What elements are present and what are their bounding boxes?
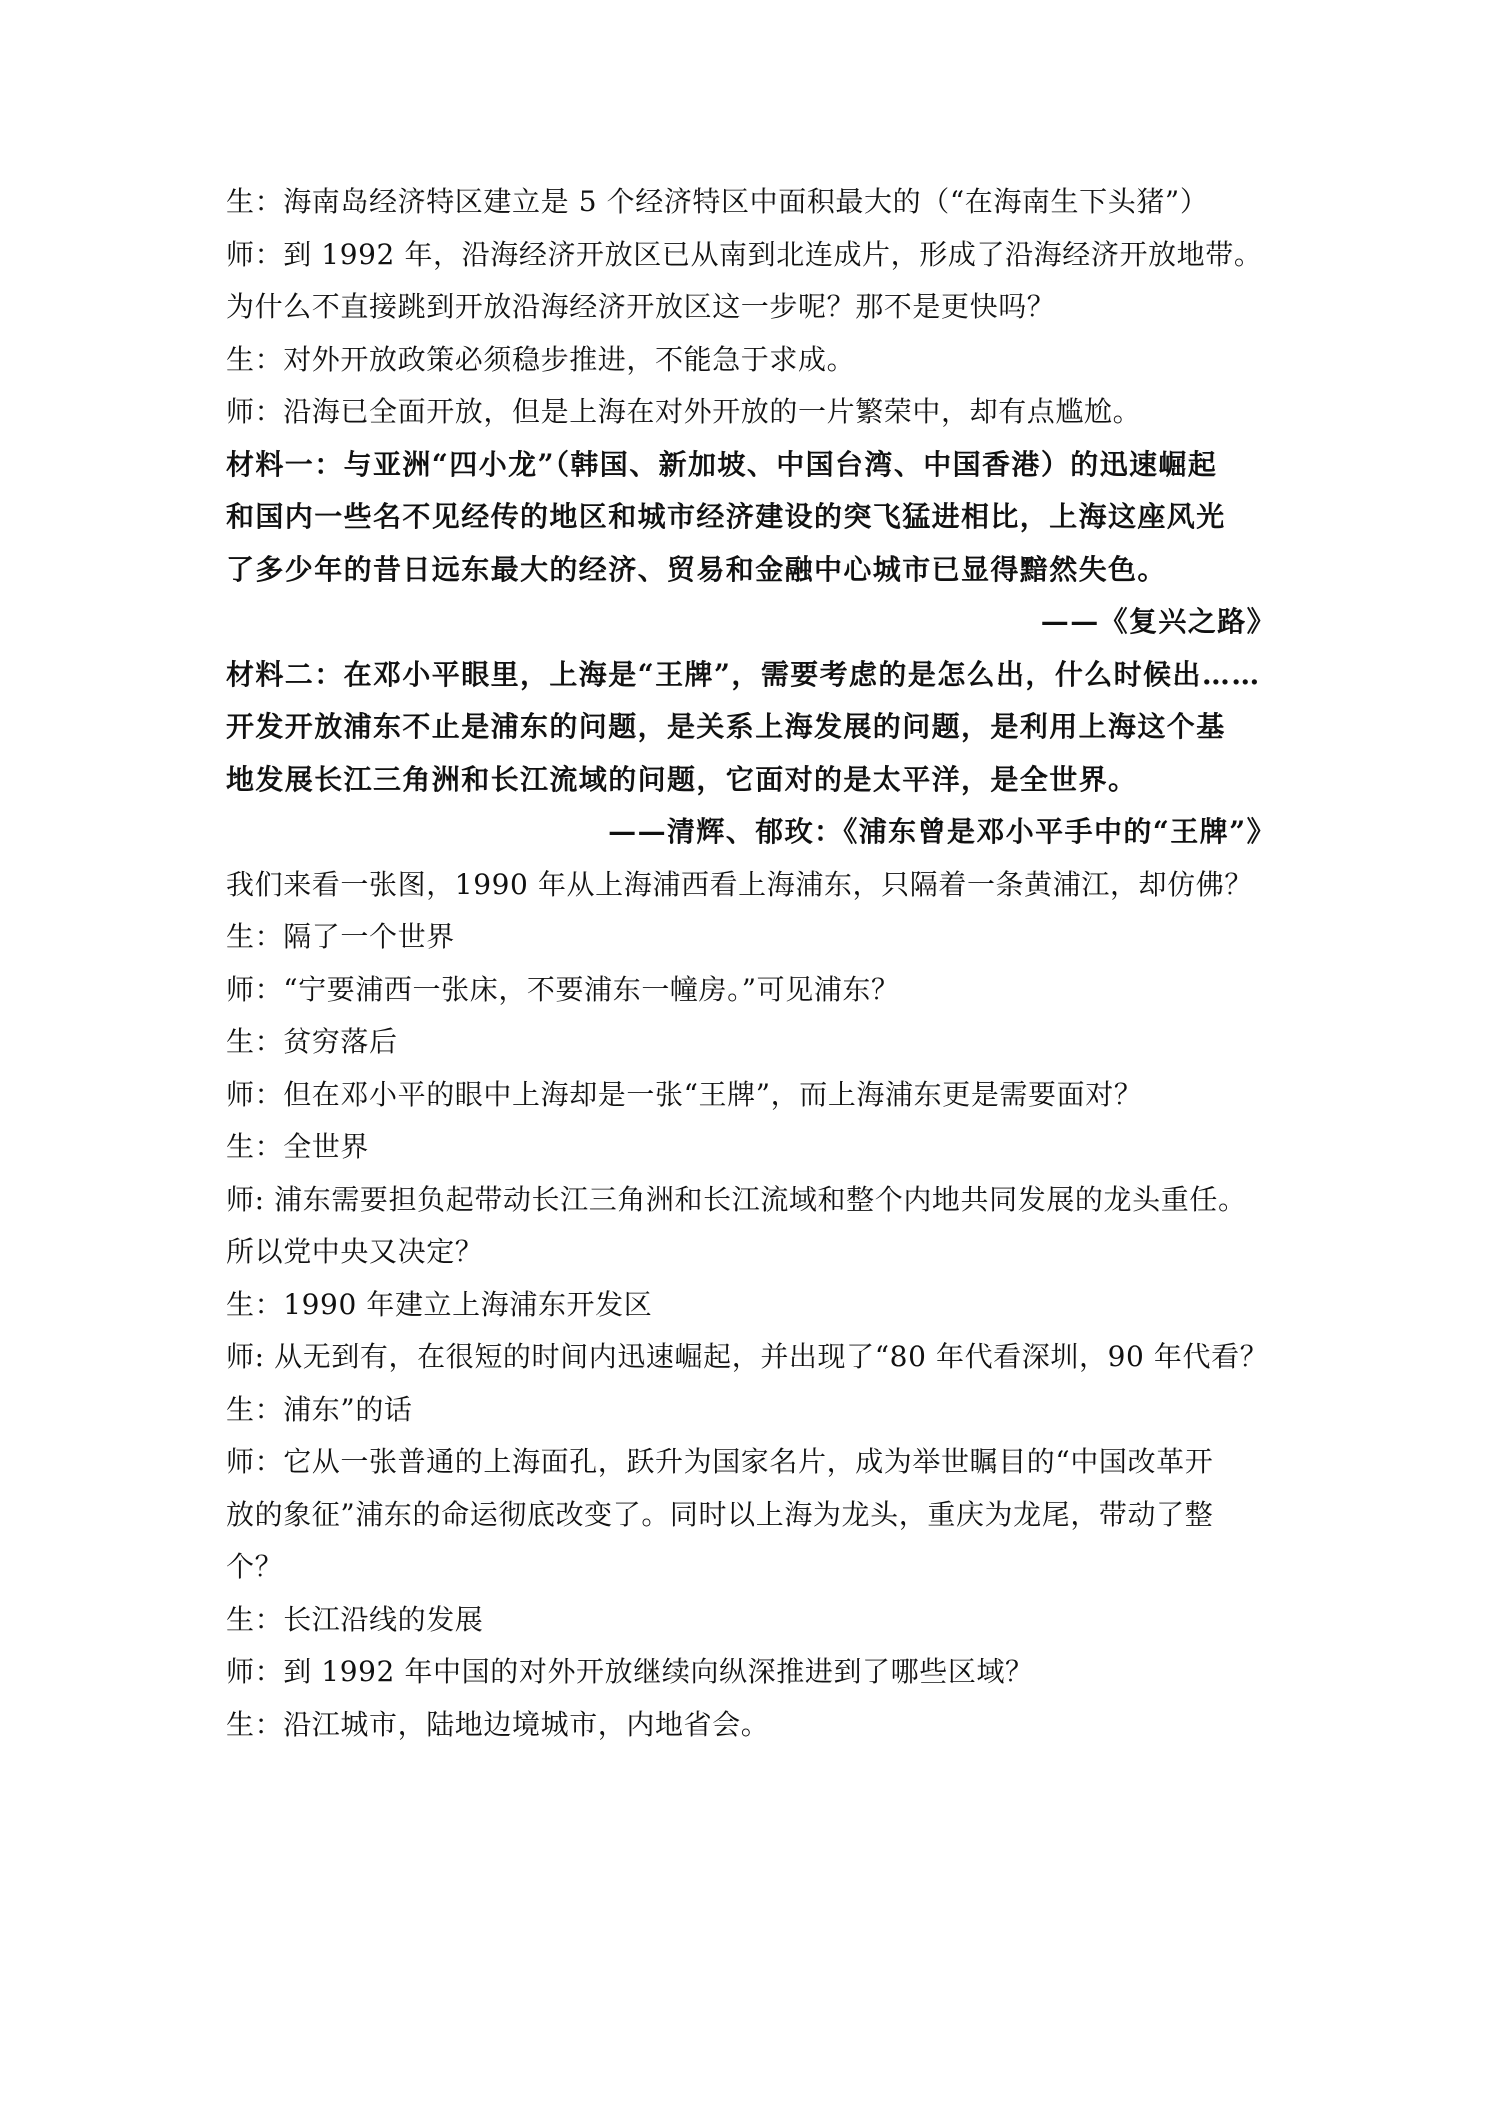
material-two-line: 材料二：在邓小平眼里，上海是“王牌”，需要考虑的是怎么出，什么时候出…… xyxy=(226,657,1261,691)
text-line: 师：沿海已全面开放，但是上海在对外开放的一片繁荣中，却有点尴尬。 xyxy=(226,395,1142,428)
text-line: 师: 从无到有，在很短的时间内迅速崛起，并出现了“80 年代看深圳，90 年代看？ xyxy=(226,1340,1269,1373)
text-line: 生：隔了一个世界 xyxy=(226,920,455,953)
text-line: 师：“宁要浦西一张床，不要浦东一幢房。”可见浦东？ xyxy=(226,972,900,1006)
text-line: 生：沿江城市，陆地边境城市，内地省会。 xyxy=(226,1707,770,1741)
material-one-line: 材料一：与亚洲“四小龙”（韩国、新加坡、中国台湾、中国香港）的迅速崛起 xyxy=(226,447,1218,481)
text-line: 师：它从一张普通的上海面孔，跃升为国家名片，成为举世瞩目的“中国改革开 xyxy=(226,1445,1214,1478)
material-two-source: ——清辉、郁玫：《浦东曾是邓小平手中的“王牌”》 xyxy=(608,815,1276,848)
text-line: 个？ xyxy=(226,1550,284,1583)
text-line: 师：到 1992 年中国的对外开放继续向纵深推进到了哪些区域？ xyxy=(226,1655,1034,1688)
text-line: 生：海南岛经济特区建立是 5 个经济特区中面积最大的（“在海南生下头猪”） xyxy=(226,185,1209,218)
text-line: 生：1990 年建立上海浦东开发区 xyxy=(226,1287,653,1321)
material-two-line: 开发开放浦东不止是浦东的问题，是关系上海发展的问题，是利用上海这个基 xyxy=(226,710,1226,743)
text-line: 为什么不直接跳到开放沿海经济开放区这一步呢？那不是更快吗？ xyxy=(226,290,1056,323)
text-line: 放的象征”浦东的命运彻底改变了。同时以上海为龙头，重庆为龙尾，带动了整 xyxy=(226,1497,1214,1531)
material-two-line: 地发展长江三角洲和长江流域的问题，它面对的是太平洋，是全世界。 xyxy=(226,762,1138,796)
text-line: 所以党中央又决定？ xyxy=(226,1235,484,1268)
text-line: 我们来看一张图，1990 年从上海浦西看上海浦东，只隔着一条黄浦江，却仿佛？ xyxy=(226,867,1253,901)
text-line: 师: 浦东需要担负起带动长江三角洲和长江流域和整个内地共同发展的龙头重任。 xyxy=(226,1182,1247,1216)
material-one-source: ——《复兴之路》 xyxy=(1040,605,1276,638)
material-one-line: 和国内一些名不见经传的地区和城市经济建设的突飞猛进相比，上海这座风光 xyxy=(226,500,1226,533)
material-one-line: 了多少年的昔日远东最大的经济、贸易和金融中心城市已显得黯然失色。 xyxy=(226,552,1167,586)
text-line: 生：长江沿线的发展 xyxy=(226,1602,484,1636)
text-line: 生：全世界 xyxy=(226,1130,370,1163)
document-page xyxy=(226,176,1286,1751)
text-line: 师：但在邓小平的眼中上海却是一张“王牌”，而上海浦东更是需要面对？ xyxy=(226,1077,1143,1111)
text-line: 生：浦东”的话 xyxy=(226,1392,413,1426)
text-line: 生：对外开放政策必须稳步推进，不能急于求成。 xyxy=(226,342,856,376)
text-line: 师：到 1992 年，沿海经济开放区已从南到北连成片，形成了沿海经济开放地带。 xyxy=(226,237,1263,271)
text-line: 生：贫穷落后 xyxy=(226,1025,398,1058)
